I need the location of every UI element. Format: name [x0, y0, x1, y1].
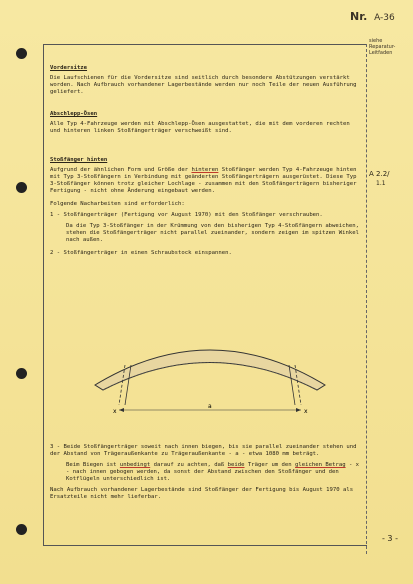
step-2: 2 - Stoßfängerträger in einen Schraubstock einspannen. [50, 250, 232, 256]
side-note: siehe Reparatur-Leitfaden [369, 38, 396, 56]
number-label: Nr. [350, 10, 368, 23]
closing-text: Nach Aufbrauch vorhandener Lagerbestände sind Stoßfänger der Fertigung bis August 1970 als Ersatzteile nicht mehr lieferbar. [50, 487, 354, 500]
step-1: 1 - Stoßfängerträger (Fertigung vor August 1970) mit den Stoßfänger verschrauben. [50, 212, 323, 218]
section-text: Alle Typ 4-Fahrzeuge werden mit Abschlepp-Ösen ausgestattet, die mit dem vorderen rechten und hinteren linken Stoßfängerträger verschweißt sind. [50, 121, 350, 134]
section-text: Die Laufschienen für die Vordersitze sind seitlich durch besondere Abstützungen verstärkt worden. Nach Aufbrauch vorhandener Lagerbestände werden nur noch Teile der neuen Ausführung geliefert. [50, 75, 357, 95]
document-number [350, 10, 395, 23]
section-abschlepp [50, 111, 362, 135]
arrow-right [296, 408, 301, 412]
number-value: A-36 [374, 13, 395, 23]
margin-rule [366, 44, 367, 554]
bumper-outline [95, 350, 325, 390]
bumper-drawing [85, 330, 335, 425]
section-step3 [50, 444, 362, 501]
label-x-left: x [113, 408, 117, 415]
section-title: Stoßfänger hinten [50, 157, 108, 163]
punch-hole [16, 368, 27, 379]
intro-text: Folgende Nacharbeiten sind erforderlich: [50, 201, 185, 207]
step-3-note: Beim Biegen ist unbedingt darauf zu achten, daß beide Träger um den gleichen Betrag - x - nach innen gebogen werden, da sonst der Abstand zwischen den Stoßfänger und den Kotflügeln unterschiedlich ist. [66, 462, 360, 482]
step-1-note: Da die Typ 3-Stoßfänger in der Krümmung von den bisherigen Typ 4-Stoßfängern abweichen, stehen die Stoßfängerträger nicht parallel zueinander, sondern zeigen im spitzen Winkel nach außen. [66, 223, 359, 243]
step-3: 3 - Beide Stoßfängerträger soweit nach innen biegen, bis sie parallel zueinander stehen und der Abstand von Trägeraußenkante zu Trägeraußenkante - a - etwa 1080 mm beträgt. [50, 444, 357, 457]
label-a: a [208, 403, 212, 410]
section-title: Vordersitze [50, 65, 88, 71]
side-reference: A 2.2/ [369, 170, 390, 178]
section-vordersitze [50, 65, 362, 96]
punch-hole [16, 48, 27, 59]
section-title: Abschlepp-Ösen [50, 111, 98, 117]
side-reference-sub: 1.1 [376, 180, 386, 187]
section-stossfaenger [50, 157, 362, 257]
punch-hole [16, 524, 27, 535]
page-number: - 3 - [382, 534, 398, 543]
label-x-right: x [304, 408, 308, 415]
arrow-left [119, 408, 124, 412]
punch-hole [16, 182, 27, 193]
section-text: Aufgrund der ähnlichen Form und Größe der hinteren Stoßfänger werden Typ 4-Fahrzeuge hinten mit Typ 3-Stoßfängern in Verbindung mit geänderten Stoßfängerträgern ausgerüstet. Diese Typ 3-Stoßfänger können trotz gleicher Lochlage - zusammen mit den Stoßfängerträgern bisheriger Fertigung - nicht ohne Änderung eingebaut werden. [50, 167, 357, 194]
